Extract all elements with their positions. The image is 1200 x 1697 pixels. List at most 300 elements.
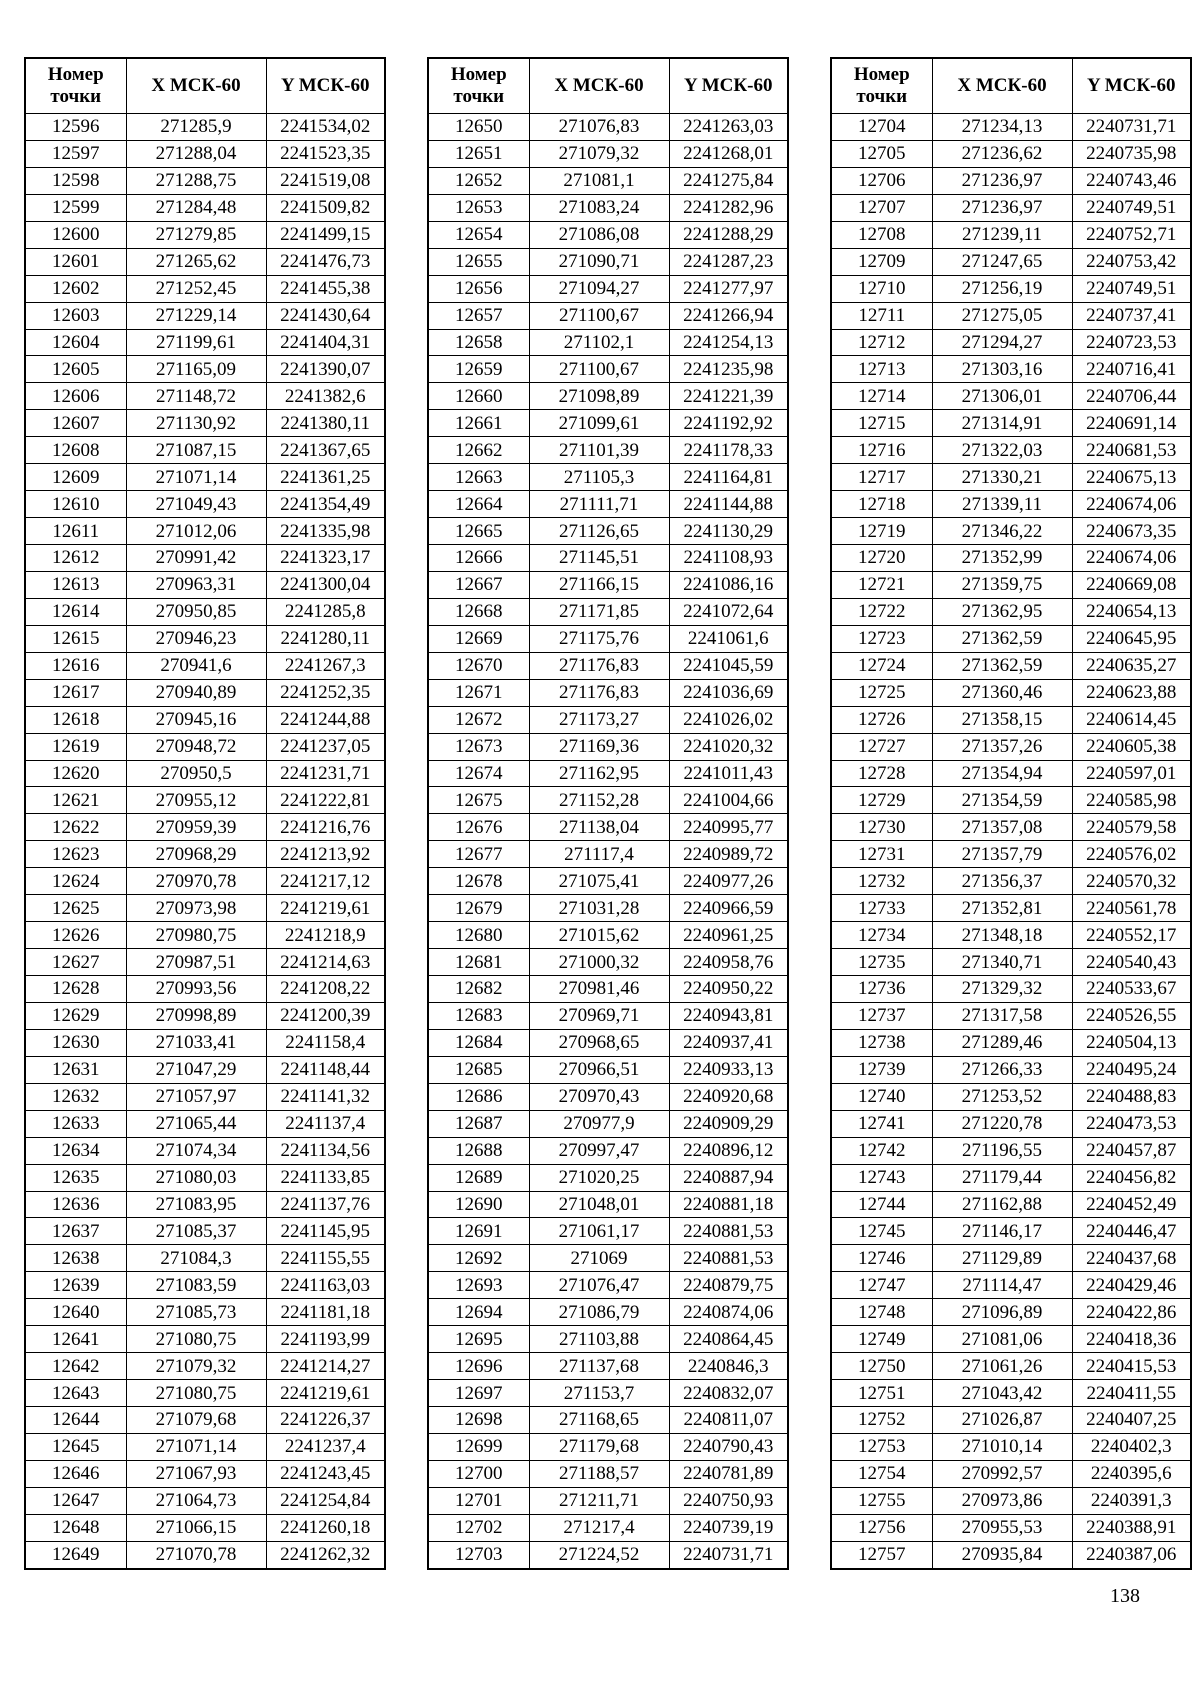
x-coordinate-cell: 271179,44 bbox=[932, 1164, 1072, 1191]
point-number-cell: 12721 bbox=[831, 571, 932, 598]
x-coordinate-cell: 271359,75 bbox=[932, 571, 1072, 598]
point-number-cell: 12709 bbox=[831, 248, 932, 275]
x-coordinate-cell: 271103,88 bbox=[529, 1326, 669, 1353]
table-row bbox=[831, 679, 1191, 706]
x-coordinate-cell: 271294,27 bbox=[932, 329, 1072, 356]
x-coordinate-cell: 271357,79 bbox=[932, 841, 1072, 868]
y-coordinate-cell: 2241011,43 bbox=[669, 760, 788, 787]
x-coordinate-cell: 271100,67 bbox=[529, 356, 669, 383]
x-coordinate-cell: 271096,89 bbox=[932, 1299, 1072, 1326]
y-coordinate-cell: 2241086,16 bbox=[669, 571, 788, 598]
y-coordinate-cell: 2241275,84 bbox=[669, 167, 788, 194]
table-row bbox=[25, 814, 385, 841]
point-number-cell: 12726 bbox=[831, 706, 932, 733]
x-coordinate-cell: 271266,33 bbox=[932, 1056, 1072, 1083]
x-coordinate-cell: 271138,04 bbox=[529, 814, 669, 841]
y-coordinate-cell: 2240896,12 bbox=[669, 1137, 788, 1164]
y-coordinate-cell: 2240674,06 bbox=[1072, 545, 1191, 572]
x-coordinate-cell: 271217,4 bbox=[529, 1514, 669, 1541]
table-row bbox=[428, 976, 788, 1003]
table-row bbox=[428, 679, 788, 706]
point-number-cell: 12740 bbox=[831, 1083, 932, 1110]
x-coordinate-cell: 271340,71 bbox=[932, 949, 1072, 976]
table-row bbox=[428, 1407, 788, 1434]
x-coordinate-cell: 271252,45 bbox=[126, 275, 266, 302]
x-coordinate-cell: 270959,39 bbox=[126, 814, 266, 841]
point-number-cell: 12704 bbox=[831, 114, 932, 141]
table-row bbox=[831, 1353, 1191, 1380]
y-coordinate-cell: 2240576,02 bbox=[1072, 841, 1191, 868]
point-number-cell: 12711 bbox=[831, 302, 932, 329]
y-coordinate-cell: 2241130,29 bbox=[669, 518, 788, 545]
x-coordinate-cell: 271098,89 bbox=[529, 383, 669, 410]
table-row bbox=[25, 1460, 385, 1487]
table-row bbox=[831, 625, 1191, 652]
x-coordinate-cell: 271026,87 bbox=[932, 1407, 1072, 1434]
x-coordinate-cell: 270970,78 bbox=[126, 868, 266, 895]
point-number-cell: 12720 bbox=[831, 545, 932, 572]
point-number-cell: 12642 bbox=[25, 1353, 126, 1380]
x-coordinate-cell: 271354,94 bbox=[932, 760, 1072, 787]
x-coordinate-cell: 271079,68 bbox=[126, 1407, 266, 1434]
y-coordinate-cell: 2241254,13 bbox=[669, 329, 788, 356]
x-coordinate-cell: 271083,24 bbox=[529, 194, 669, 221]
table-row bbox=[428, 140, 788, 167]
point-number-cell: 12684 bbox=[428, 1029, 529, 1056]
x-coordinate-cell: 271220,78 bbox=[932, 1110, 1072, 1137]
point-number-cell: 12728 bbox=[831, 760, 932, 787]
y-coordinate-cell: 2241267,3 bbox=[266, 652, 385, 679]
x-coordinate-cell: 270946,23 bbox=[126, 625, 266, 652]
x-coordinate-cell: 271356,37 bbox=[932, 868, 1072, 895]
table-row bbox=[831, 1002, 1191, 1029]
table-row bbox=[25, 1137, 385, 1164]
table-row bbox=[428, 545, 788, 572]
point-number-cell: 12624 bbox=[25, 868, 126, 895]
y-coordinate-cell: 2241243,45 bbox=[266, 1460, 385, 1487]
x-coordinate-cell: 270991,42 bbox=[126, 545, 266, 572]
table-row bbox=[25, 895, 385, 922]
x-coordinate-cell: 271049,43 bbox=[126, 491, 266, 518]
y-coordinate-cell: 2241145,95 bbox=[266, 1218, 385, 1245]
y-coordinate-cell: 2241155,55 bbox=[266, 1245, 385, 1272]
x-coordinate-cell: 271346,22 bbox=[932, 518, 1072, 545]
point-number-cell: 12680 bbox=[428, 922, 529, 949]
y-coordinate-cell: 2240781,89 bbox=[669, 1460, 788, 1487]
x-coordinate-cell: 271130,92 bbox=[126, 410, 266, 437]
table-row bbox=[428, 571, 788, 598]
y-coordinate-cell: 2241430,64 bbox=[266, 302, 385, 329]
table-row bbox=[831, 1487, 1191, 1514]
table-row bbox=[25, 1541, 385, 1568]
point-number-cell: 12608 bbox=[25, 437, 126, 464]
coordinate-table bbox=[830, 57, 1192, 1570]
table-row bbox=[831, 167, 1191, 194]
table-row bbox=[428, 760, 788, 787]
point-number-cell: 12750 bbox=[831, 1353, 932, 1380]
point-number-cell: 12706 bbox=[831, 167, 932, 194]
x-coordinate-cell: 271360,46 bbox=[932, 679, 1072, 706]
table-row bbox=[25, 1164, 385, 1191]
table-row bbox=[25, 706, 385, 733]
table-row bbox=[831, 706, 1191, 733]
x-coordinate-cell: 271236,62 bbox=[932, 140, 1072, 167]
y-coordinate-cell: 2241208,22 bbox=[266, 976, 385, 1003]
point-number-cell: 12747 bbox=[831, 1272, 932, 1299]
header-x-coordinate: X МСК-60 bbox=[126, 58, 266, 114]
x-coordinate-cell: 271105,3 bbox=[529, 464, 669, 491]
y-coordinate-cell: 2241268,01 bbox=[669, 140, 788, 167]
table-row bbox=[25, 1353, 385, 1380]
table-row bbox=[25, 1083, 385, 1110]
point-number-cell: 12668 bbox=[428, 598, 529, 625]
point-number-cell: 12633 bbox=[25, 1110, 126, 1137]
point-number-cell: 12654 bbox=[428, 221, 529, 248]
x-coordinate-cell: 271085,37 bbox=[126, 1218, 266, 1245]
table-row bbox=[428, 733, 788, 760]
x-coordinate-cell: 271031,28 bbox=[529, 895, 669, 922]
table-row bbox=[25, 140, 385, 167]
y-coordinate-cell: 2241361,25 bbox=[266, 464, 385, 491]
point-number-cell: 12598 bbox=[25, 167, 126, 194]
point-number-cell: 12669 bbox=[428, 625, 529, 652]
table-row bbox=[831, 1299, 1191, 1326]
point-number-cell: 12649 bbox=[25, 1541, 126, 1568]
x-coordinate-cell: 271211,71 bbox=[529, 1487, 669, 1514]
y-coordinate-cell: 2241235,98 bbox=[669, 356, 788, 383]
y-coordinate-cell: 2240429,46 bbox=[1072, 1272, 1191, 1299]
table-row bbox=[831, 545, 1191, 572]
x-coordinate-cell: 271020,25 bbox=[529, 1164, 669, 1191]
point-number-cell: 12730 bbox=[831, 814, 932, 841]
y-coordinate-cell: 2241323,17 bbox=[266, 545, 385, 572]
x-coordinate-cell: 271317,58 bbox=[932, 1002, 1072, 1029]
y-coordinate-cell: 2241509,82 bbox=[266, 194, 385, 221]
x-coordinate-cell: 271101,39 bbox=[529, 437, 669, 464]
point-number-cell: 12647 bbox=[25, 1487, 126, 1514]
table-row bbox=[428, 1191, 788, 1218]
table-row bbox=[25, 1110, 385, 1137]
table-row bbox=[25, 167, 385, 194]
y-coordinate-cell: 2241036,69 bbox=[669, 679, 788, 706]
y-coordinate-cell: 2240811,07 bbox=[669, 1407, 788, 1434]
y-coordinate-cell: 2241148,44 bbox=[266, 1056, 385, 1083]
x-coordinate-cell: 270955,12 bbox=[126, 787, 266, 814]
point-number-cell: 12635 bbox=[25, 1164, 126, 1191]
y-coordinate-cell: 2240731,71 bbox=[1072, 114, 1191, 141]
x-coordinate-cell: 271015,62 bbox=[529, 922, 669, 949]
table-row bbox=[428, 652, 788, 679]
table-row bbox=[831, 1514, 1191, 1541]
x-coordinate-cell: 271165,09 bbox=[126, 356, 266, 383]
point-number-cell: 12731 bbox=[831, 841, 932, 868]
x-coordinate-cell: 270987,51 bbox=[126, 949, 266, 976]
table-row bbox=[831, 895, 1191, 922]
table-body bbox=[25, 114, 385, 1569]
point-number-cell: 12632 bbox=[25, 1083, 126, 1110]
table-row bbox=[831, 275, 1191, 302]
table-row bbox=[25, 1407, 385, 1434]
point-number-cell: 12653 bbox=[428, 194, 529, 221]
table-row bbox=[25, 1056, 385, 1083]
point-number-cell: 12718 bbox=[831, 491, 932, 518]
x-coordinate-cell: 271129,89 bbox=[932, 1245, 1072, 1272]
y-coordinate-cell: 2241380,11 bbox=[266, 410, 385, 437]
table-row bbox=[831, 194, 1191, 221]
point-number-cell: 12738 bbox=[831, 1029, 932, 1056]
x-coordinate-cell: 271199,61 bbox=[126, 329, 266, 356]
point-number-cell: 12638 bbox=[25, 1245, 126, 1272]
point-number-cell: 12666 bbox=[428, 545, 529, 572]
table-row bbox=[831, 976, 1191, 1003]
point-number-cell: 12677 bbox=[428, 841, 529, 868]
y-coordinate-cell: 2241214,63 bbox=[266, 949, 385, 976]
y-coordinate-cell: 2241137,76 bbox=[266, 1191, 385, 1218]
x-coordinate-cell: 271043,42 bbox=[932, 1380, 1072, 1407]
x-coordinate-cell: 271146,17 bbox=[932, 1218, 1072, 1245]
point-number-cell: 12631 bbox=[25, 1056, 126, 1083]
point-number-cell: 12663 bbox=[428, 464, 529, 491]
point-number-cell: 12671 bbox=[428, 679, 529, 706]
table-row bbox=[831, 1191, 1191, 1218]
point-number-cell: 12644 bbox=[25, 1407, 126, 1434]
x-coordinate-cell: 271284,48 bbox=[126, 194, 266, 221]
header-row bbox=[428, 58, 788, 114]
y-coordinate-cell: 2240488,83 bbox=[1072, 1083, 1191, 1110]
y-coordinate-cell: 2240749,51 bbox=[1072, 194, 1191, 221]
point-number-cell: 12599 bbox=[25, 194, 126, 221]
x-coordinate-cell: 270955,53 bbox=[932, 1514, 1072, 1541]
y-coordinate-cell: 2241523,35 bbox=[266, 140, 385, 167]
point-number-cell: 12619 bbox=[25, 733, 126, 760]
y-coordinate-cell: 2240402,3 bbox=[1072, 1433, 1191, 1460]
x-coordinate-cell: 271322,03 bbox=[932, 437, 1072, 464]
point-number-cell: 12665 bbox=[428, 518, 529, 545]
x-coordinate-cell: 271354,59 bbox=[932, 787, 1072, 814]
point-number-cell: 12712 bbox=[831, 329, 932, 356]
table-row bbox=[831, 733, 1191, 760]
point-number-cell: 12692 bbox=[428, 1245, 529, 1272]
x-coordinate-cell: 271067,93 bbox=[126, 1460, 266, 1487]
table-row bbox=[25, 1433, 385, 1460]
point-number-cell: 12681 bbox=[428, 949, 529, 976]
x-coordinate-cell: 271352,99 bbox=[932, 545, 1072, 572]
point-number-cell: 12659 bbox=[428, 356, 529, 383]
y-coordinate-cell: 2241287,23 bbox=[669, 248, 788, 275]
table-row bbox=[25, 356, 385, 383]
table-row bbox=[428, 1056, 788, 1083]
y-coordinate-cell: 2241231,71 bbox=[266, 760, 385, 787]
x-coordinate-cell: 270945,16 bbox=[126, 706, 266, 733]
table-body bbox=[428, 114, 788, 1569]
y-coordinate-cell: 2240504,13 bbox=[1072, 1029, 1191, 1056]
table-row bbox=[25, 949, 385, 976]
table-row bbox=[831, 1541, 1191, 1568]
point-number-cell: 12676 bbox=[428, 814, 529, 841]
table-row bbox=[25, 275, 385, 302]
point-number-cell: 12722 bbox=[831, 598, 932, 625]
y-coordinate-cell: 2240937,41 bbox=[669, 1029, 788, 1056]
y-coordinate-cell: 2241499,15 bbox=[266, 221, 385, 248]
point-number-cell: 12678 bbox=[428, 868, 529, 895]
point-number-cell: 12695 bbox=[428, 1326, 529, 1353]
x-coordinate-cell: 271176,83 bbox=[529, 652, 669, 679]
y-coordinate-cell: 2240614,45 bbox=[1072, 706, 1191, 733]
x-coordinate-cell: 271074,34 bbox=[126, 1137, 266, 1164]
x-coordinate-cell: 271086,79 bbox=[529, 1299, 669, 1326]
x-coordinate-cell: 270977,9 bbox=[529, 1110, 669, 1137]
point-number-cell: 12609 bbox=[25, 464, 126, 491]
table-row bbox=[25, 571, 385, 598]
x-coordinate-cell: 271362,95 bbox=[932, 598, 1072, 625]
x-coordinate-cell: 271065,44 bbox=[126, 1110, 266, 1137]
point-number-cell: 12672 bbox=[428, 706, 529, 733]
coordinate-table bbox=[24, 57, 386, 1570]
y-coordinate-cell: 2240943,81 bbox=[669, 1002, 788, 1029]
x-coordinate-cell: 271048,01 bbox=[529, 1191, 669, 1218]
point-number-cell: 12707 bbox=[831, 194, 932, 221]
point-number-cell: 12719 bbox=[831, 518, 932, 545]
y-coordinate-cell: 2240743,46 bbox=[1072, 167, 1191, 194]
y-coordinate-cell: 2241262,32 bbox=[266, 1541, 385, 1568]
page-number: 138 bbox=[1110, 1585, 1140, 1607]
x-coordinate-cell: 271094,27 bbox=[529, 275, 669, 302]
point-number-cell: 12597 bbox=[25, 140, 126, 167]
y-coordinate-cell: 2241288,29 bbox=[669, 221, 788, 248]
y-coordinate-cell: 2240407,25 bbox=[1072, 1407, 1191, 1434]
x-coordinate-cell: 270941,6 bbox=[126, 652, 266, 679]
point-number-cell: 12751 bbox=[831, 1380, 932, 1407]
x-coordinate-cell: 270966,51 bbox=[529, 1056, 669, 1083]
header-x-coordinate: X МСК-60 bbox=[529, 58, 669, 114]
point-number-cell: 12640 bbox=[25, 1299, 126, 1326]
point-number-cell: 12703 bbox=[428, 1541, 529, 1568]
x-coordinate-cell: 271166,15 bbox=[529, 571, 669, 598]
table-row bbox=[25, 302, 385, 329]
x-coordinate-cell: 271153,7 bbox=[529, 1380, 669, 1407]
point-number-cell: 12645 bbox=[25, 1433, 126, 1460]
point-number-cell: 12686 bbox=[428, 1083, 529, 1110]
point-number-cell: 12607 bbox=[25, 410, 126, 437]
table-row bbox=[428, 491, 788, 518]
x-coordinate-cell: 271066,15 bbox=[126, 1514, 266, 1541]
y-coordinate-cell: 2241218,9 bbox=[266, 922, 385, 949]
y-coordinate-cell: 2241367,65 bbox=[266, 437, 385, 464]
x-coordinate-cell: 271079,32 bbox=[126, 1353, 266, 1380]
x-coordinate-cell: 271102,1 bbox=[529, 329, 669, 356]
y-coordinate-cell: 2240457,87 bbox=[1072, 1137, 1191, 1164]
y-coordinate-cell: 2241282,96 bbox=[669, 194, 788, 221]
point-number-cell: 12682 bbox=[428, 976, 529, 1003]
point-number-cell: 12679 bbox=[428, 895, 529, 922]
y-coordinate-cell: 2240752,71 bbox=[1072, 221, 1191, 248]
table-row bbox=[831, 1110, 1191, 1137]
table-row bbox=[831, 1407, 1191, 1434]
table-row bbox=[831, 114, 1191, 141]
table-row bbox=[428, 1541, 788, 1568]
x-coordinate-cell: 271329,32 bbox=[932, 976, 1072, 1003]
table-row bbox=[831, 302, 1191, 329]
y-coordinate-cell: 2241026,02 bbox=[669, 706, 788, 733]
point-number-cell: 12688 bbox=[428, 1137, 529, 1164]
x-coordinate-cell: 271012,06 bbox=[126, 518, 266, 545]
point-number-cell: 12702 bbox=[428, 1514, 529, 1541]
table-row bbox=[25, 329, 385, 356]
x-coordinate-cell: 270980,75 bbox=[126, 922, 266, 949]
y-coordinate-cell: 2241260,18 bbox=[266, 1514, 385, 1541]
y-coordinate-cell: 2241045,59 bbox=[669, 652, 788, 679]
y-coordinate-cell: 2240881,18 bbox=[669, 1191, 788, 1218]
table-row bbox=[25, 868, 385, 895]
x-coordinate-cell: 271148,72 bbox=[126, 383, 266, 410]
y-coordinate-cell: 2241137,4 bbox=[266, 1110, 385, 1137]
header-y-coordinate: Y МСК-60 bbox=[266, 58, 385, 114]
y-coordinate-cell: 2241277,97 bbox=[669, 275, 788, 302]
y-coordinate-cell: 2241004,66 bbox=[669, 787, 788, 814]
y-coordinate-cell: 2240737,41 bbox=[1072, 302, 1191, 329]
x-coordinate-cell: 270970,43 bbox=[529, 1083, 669, 1110]
point-number-cell: 12714 bbox=[831, 383, 932, 410]
table-row bbox=[25, 1002, 385, 1029]
y-coordinate-cell: 2240533,67 bbox=[1072, 976, 1191, 1003]
table-row bbox=[831, 491, 1191, 518]
table-row bbox=[831, 140, 1191, 167]
x-coordinate-cell: 271117,4 bbox=[529, 841, 669, 868]
point-number-cell: 12736 bbox=[831, 976, 932, 1003]
x-coordinate-cell: 271079,32 bbox=[529, 140, 669, 167]
y-coordinate-cell: 2240411,55 bbox=[1072, 1380, 1191, 1407]
y-coordinate-cell: 2240669,08 bbox=[1072, 571, 1191, 598]
table-row bbox=[428, 1272, 788, 1299]
x-coordinate-cell: 271070,78 bbox=[126, 1541, 266, 1568]
x-coordinate-cell: 271175,76 bbox=[529, 625, 669, 652]
table-row bbox=[428, 1326, 788, 1353]
table-row bbox=[428, 275, 788, 302]
x-coordinate-cell: 271081,1 bbox=[529, 167, 669, 194]
header-row bbox=[25, 58, 385, 114]
point-number-cell: 12636 bbox=[25, 1191, 126, 1218]
point-number-cell: 12690 bbox=[428, 1191, 529, 1218]
x-coordinate-cell: 271137,68 bbox=[529, 1353, 669, 1380]
x-coordinate-cell: 271033,41 bbox=[126, 1029, 266, 1056]
y-coordinate-cell: 2240887,94 bbox=[669, 1164, 788, 1191]
x-coordinate-cell: 270981,46 bbox=[529, 976, 669, 1003]
point-number-cell: 12700 bbox=[428, 1460, 529, 1487]
table-row bbox=[25, 1191, 385, 1218]
y-coordinate-cell: 2240681,53 bbox=[1072, 437, 1191, 464]
point-number-cell: 12741 bbox=[831, 1110, 932, 1137]
y-coordinate-cell: 2241061,6 bbox=[669, 625, 788, 652]
table-row bbox=[428, 922, 788, 949]
y-coordinate-cell: 2240585,98 bbox=[1072, 787, 1191, 814]
y-coordinate-cell: 2240881,53 bbox=[669, 1218, 788, 1245]
x-coordinate-cell: 270963,31 bbox=[126, 571, 266, 598]
table-row bbox=[831, 1245, 1191, 1272]
point-number-cell: 12637 bbox=[25, 1218, 126, 1245]
point-number-cell: 12727 bbox=[831, 733, 932, 760]
y-coordinate-cell: 2240452,49 bbox=[1072, 1191, 1191, 1218]
y-coordinate-cell: 2241217,12 bbox=[266, 868, 385, 895]
x-coordinate-cell: 271279,85 bbox=[126, 221, 266, 248]
table-row bbox=[831, 1056, 1191, 1083]
y-coordinate-cell: 2241280,11 bbox=[266, 625, 385, 652]
x-coordinate-cell: 270993,56 bbox=[126, 976, 266, 1003]
header-y-coordinate: Y МСК-60 bbox=[669, 58, 788, 114]
x-coordinate-cell: 271234,13 bbox=[932, 114, 1072, 141]
point-number-cell: 12657 bbox=[428, 302, 529, 329]
x-coordinate-cell: 271087,15 bbox=[126, 437, 266, 464]
table-row bbox=[428, 248, 788, 275]
